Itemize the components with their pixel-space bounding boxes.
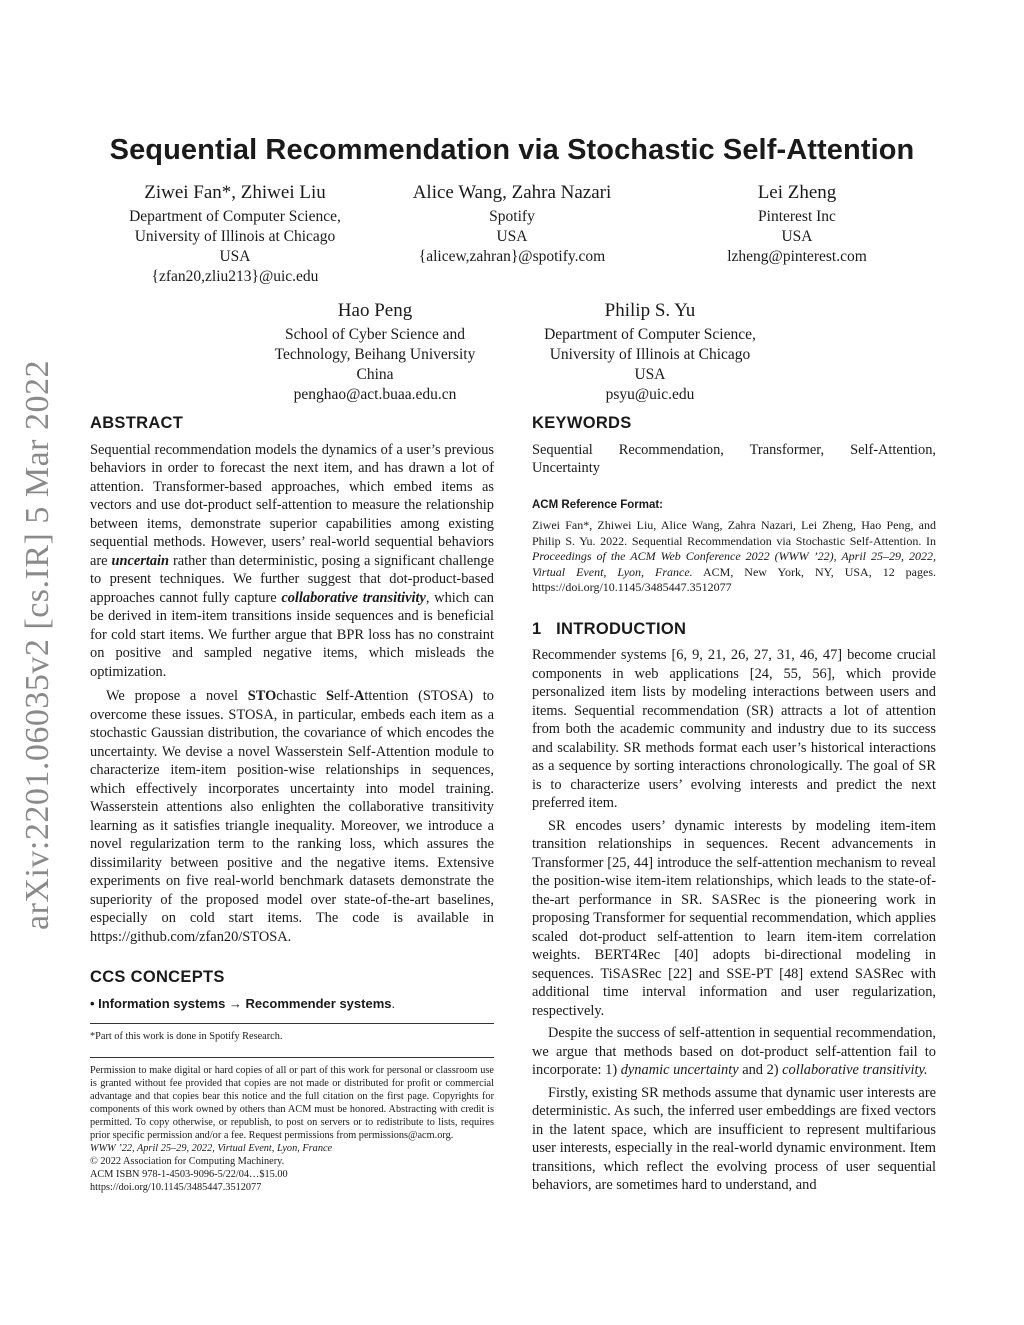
introduction-heading <box>532 620 936 639</box>
intro-paragraph-4: Firstly, existing SR methods assume that dynamic user interests are deterministic. As such, the inferred user embeddings are fixed vectors in the latent space, which are insufficient to represent multifarious user interests, especially in the real-world dynamic environment. Item transitions, which reflect the evolving process of user sequential behaviors, are sometimes hard to understand, and <box>532 1084 936 1193</box>
abstract-heading: ABSTRACT <box>90 414 184 432</box>
intro-paragraph-2: SR encodes users’ dynamic interests by modeling item-item transition relationships in sequences. Recent advancements in Transformer [25, 44] introduce the self-attention mechanism to reveal the position-wise item-item relationships, which leads to the state-of-the-art performance in SR. SASRec is the pioneering work in proposing Transformer for sequential recommendation, which applies scaled dot-product self-attention to learn item-item correlation weights. BERT4Rec [40] adopts bi-directional modeling in sequences. TiSASRec [22] and SSE-PT [48] extend SASRec with additional time interval information and user regularization, respectively. <box>532 817 936 1019</box>
author-name: Lei Zheng <box>757 182 837 203</box>
abstract-paragraph-2: We propose a novel STOchastic Self-Attention (STOSA) to overcome these issues. STOSA, in particular, embeds each item as a stochastic Gaussian distribution, the covariance of which encodes the uncertainty. We devise a novel Wasserstein Self-Attention module to characterize item-item position-wise relationships in sequences, which effectively incorporates uncertainty into model training. Wasserstein attentions also enlighten the collaborative transitivity learning as it satisfies triangle inequality. Moreover, we introduce a novel regularization term to the ranking loss, which assures the dissimilarity between positive and the negative items. Extensive experiments on five real-world benchmark datasets demonstrate the superiority of the proposed model over state-of-the-art baselines, especially on cold start items. The code is available in https://github.com/zfan20/STOSA. <box>90 688 494 945</box>
paper-title: Sequential Recommendation via Stochastic Self-Attention <box>109 134 915 166</box>
author-block-fan-liu <box>90 181 380 287</box>
author-affiliation: Technology, Beihang University <box>274 346 476 363</box>
ccs-concepts: • Information systems → Recommender systems. <box>90 995 396 1011</box>
left-column <box>90 414 494 1194</box>
author-country: USA <box>496 228 528 245</box>
author-affiliation: School of Cyber Science and <box>285 326 465 343</box>
intro-paragraph-3: Despite the success of self-attention in sequential recommendation, we argue that methods based on dot-product self-attention fail to incorporate: 1) dynamic uncertainty and 2) collaborative transitivity. <box>532 1025 936 1078</box>
permission-notice: Permission to make digital or hard copies of all or part of this work for personal or classroom use is granted without fee provided that copies are not made or distributed for profit or commercial advantage and that copies bear this notice and the full citation on the first page. Copyrights for components of this work owned by others than ACM must be honored. Abstracting with credit is permitted. To copy otherwise, or republish, to post on servers or to redistribute to lists, requires prior specific permission and/or a fee. Request permissions from permissions@acm.org. <box>90 1065 494 1141</box>
conference-info: WWW ’22, April 25–29, 2022, Virtual Event, Lyon, France <box>90 1143 333 1154</box>
ccs-heading: CCS CONCEPTS <box>90 968 225 986</box>
author-name: Ziwei Fan*, Zhiwei Liu <box>144 182 326 203</box>
author-affiliation: Pinterest Inc <box>758 208 836 225</box>
right-column <box>532 414 936 1195</box>
doi-link[interactable]: https://doi.org/10.1145/3485447.3512077 <box>90 1182 262 1193</box>
arxiv-identifier: arXiv:2201.06035v2 [cs.IR] 5 Mar 2022 <box>19 360 56 930</box>
isbn-line: ACM ISBN 978-1-4503-9096-5/22/04…$15.00 <box>90 1169 288 1180</box>
section-number: 1 <box>532 619 542 638</box>
author-email: penghao@act.buaa.edu.cn <box>293 386 457 403</box>
author-block-yu <box>505 299 795 405</box>
author-country: USA <box>219 248 251 265</box>
author-affiliation: Department of Computer Science, <box>544 326 756 343</box>
author-email: psyu@uic.edu <box>605 386 695 403</box>
footnote-spotify: *Part of this work is done in Spotify Research. <box>90 1031 283 1042</box>
footnote-divider <box>90 1023 494 1024</box>
author-email: {zfan20,zliu213}@uic.edu <box>151 268 319 285</box>
author-country: USA <box>634 366 666 383</box>
keywords-text: Sequential Recommendation, Transformer, Self-Attention, Uncertainty <box>532 441 936 476</box>
emphasis-uncertain: uncertain <box>111 552 170 569</box>
author-name: Alice Wang, Zahra Nazari <box>412 182 612 203</box>
author-block-zheng <box>652 181 942 267</box>
keywords-heading: KEYWORDS <box>532 414 632 432</box>
author-country: China <box>356 366 394 383</box>
author-name: Hao Peng <box>337 300 413 321</box>
author-email: lzheng@pinterest.com <box>727 248 867 265</box>
author-block-peng <box>230 299 520 405</box>
intro-paragraph-1: Recommender systems [6, 9, 21, 26, 27, 31, 46, 47] become crucial components in web applications [24, 55, 56], which provide personalized item lists by modeling interactions between users and items. Sequential recommendation (SR) attracts a lot of attention from both the academic community and industry due to its success and scalability. SR methods format each user’s historical interactions as a sequence by sorting interactions chronologically. The goal of SR is to characterize users’ evolving interests and predict the next preferred item. <box>532 647 936 811</box>
author-email: {alicew,zahran}@spotify.com <box>418 248 606 265</box>
permission-divider <box>90 1057 494 1058</box>
author-affiliation: University of Illinois at Chicago <box>134 228 336 245</box>
section-title: INTRODUCTION <box>556 619 687 638</box>
author-affiliation: Spotify <box>489 208 535 225</box>
abstract-paragraph-1: Sequential recommendation models the dynamics of a user’s previous behaviors in order to forecast the next item, and has drawn a lot of attention. Transformer-based approaches, which embed items as vectors and use dot-product self-attention to measure the relationship between items, demonstrate superior capabilities among existing sequential methods. However, users’ real-world sequential behaviors are uncertain rather than deterministic, posing a significant challenge to present techniques. We further suggest that dot-product-based approaches cannot fully capture collaborative transitivity, which can be derived in item-item transitions inside sequences and is beneficial for cold start items. We further argue that BPR loss has no constraint on positive and sampled negative items, which misleads the optimization. <box>90 441 494 680</box>
acm-reference-text: Ziwei Fan*, Zhiwei Liu, Alice Wang, Zahra Nazari, Lei Zheng, Hao Peng, and Philip S. Yu. 2022. Sequential Recommendation via Stochastic Self-Attention. In Proceedings of the ACM Web Conference 2022 (WWW ’22), April 25–29, 2022, Virtual Event, Lyon, France. ACM, New York, NY, USA, 12 pages. https://doi.org/10.1145/3485447.3512077 <box>532 518 936 594</box>
author-name: Philip S. Yu <box>604 300 696 321</box>
author-affiliation: University of Illinois at Chicago <box>549 346 751 363</box>
acm-reference-heading: ACM Reference Format: <box>532 498 663 511</box>
emphasis-collaborative-transitivity: collaborative transitivity <box>281 589 426 606</box>
author-affiliation: Department of Computer Science, <box>129 208 341 225</box>
author-block-wang-nazari <box>366 181 658 267</box>
author-country: USA <box>781 228 813 245</box>
copyright-line: © 2022 Association for Computing Machinery. <box>90 1156 285 1167</box>
